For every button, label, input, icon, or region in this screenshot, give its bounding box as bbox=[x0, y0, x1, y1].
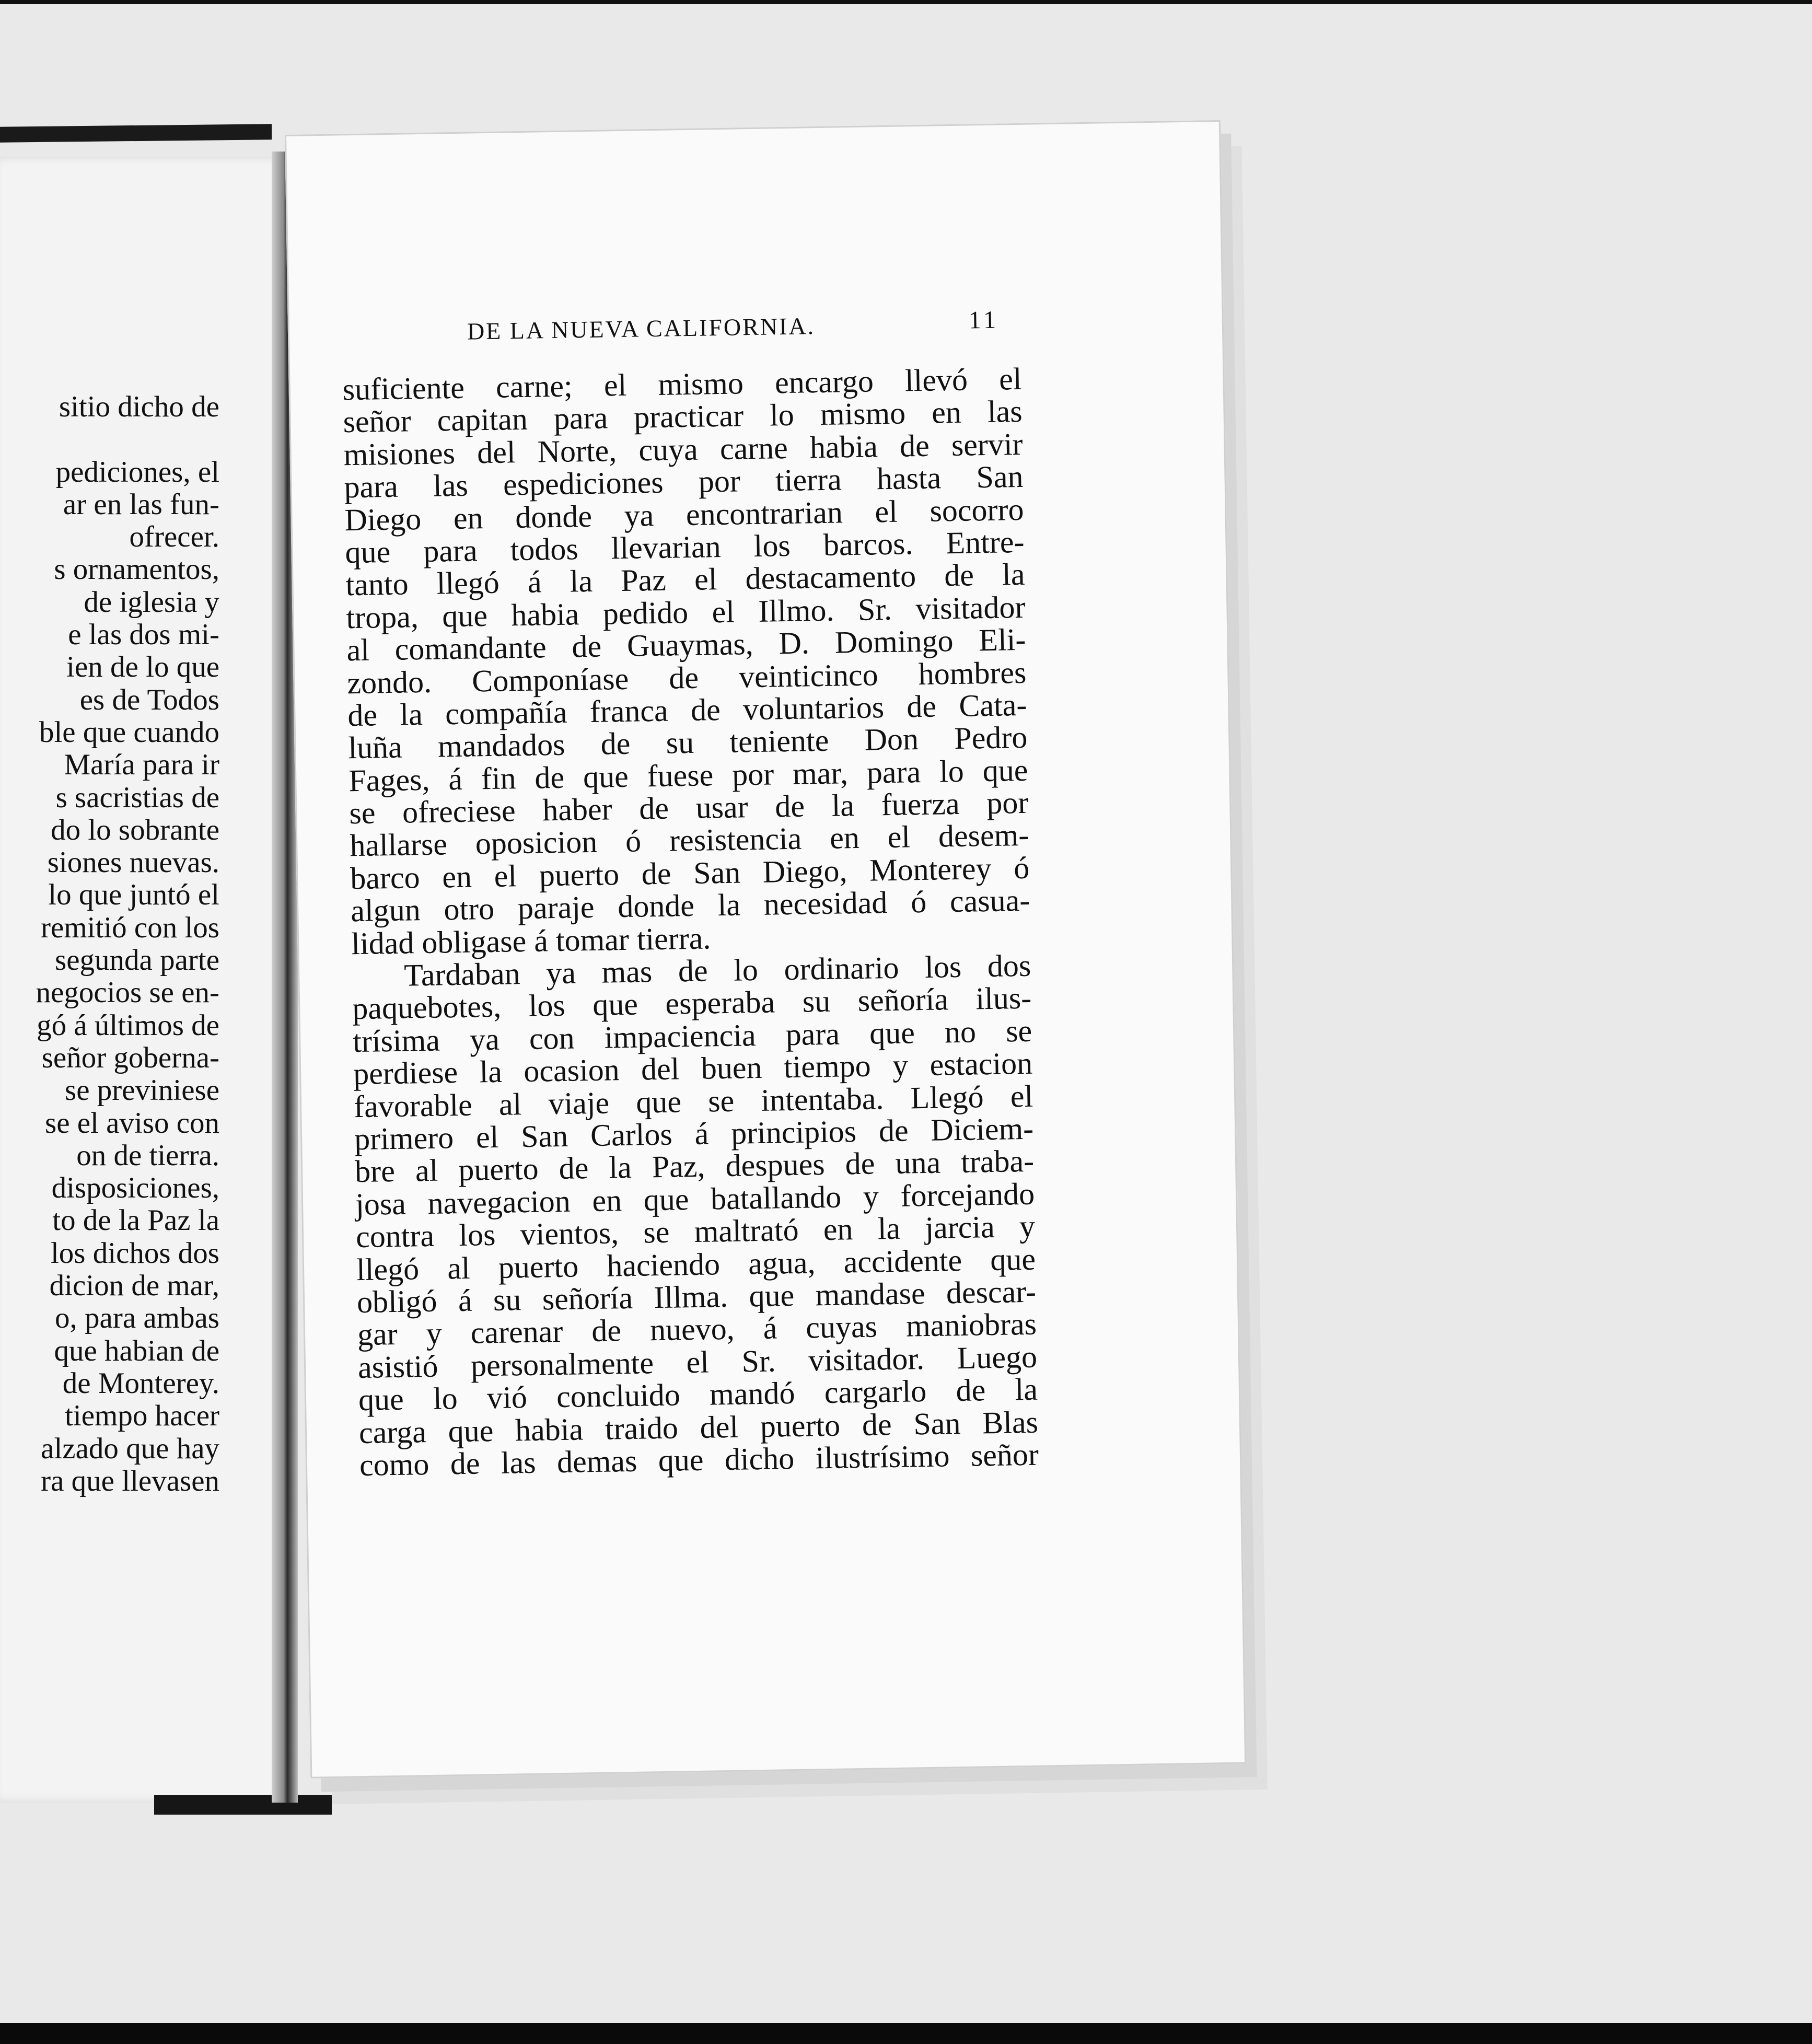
left-page-top-edge bbox=[0, 124, 272, 142]
scan-bottom-border bbox=[0, 2023, 1812, 2044]
text-line: Fages, á fin de que fuese por mar, para lo que bbox=[348, 752, 1028, 798]
left-text-line: remitió con los bbox=[41, 911, 219, 944]
text-line: tanto llegó á la Paz el destacamento de la bbox=[345, 557, 1025, 602]
text-line: gar y carenar de nuevo, á cuyas maniobras bbox=[357, 1307, 1037, 1352]
text-line: que para todos llevarian los barcos. Entre- bbox=[345, 524, 1025, 570]
text-line: asistió personalmente el Sr. visitador. Luego bbox=[357, 1339, 1038, 1385]
text-line: obligó á su señoría Illma. que mandase descar- bbox=[356, 1274, 1037, 1320]
text-line: misiones del Norte, cuya carne habia de servir bbox=[343, 426, 1023, 472]
left-text-line: pediciones, el bbox=[55, 455, 219, 489]
left-text-line: ar en las fun- bbox=[63, 487, 219, 521]
left-text-line: e las dos mi- bbox=[68, 618, 219, 652]
text-line: suficiente carne; el mismo encargo llevó el bbox=[342, 361, 1023, 407]
left-text-line: ofrecer. bbox=[129, 520, 219, 554]
left-text-line: disposiciones, bbox=[51, 1171, 219, 1205]
left-text-line: que habian de bbox=[54, 1334, 219, 1367]
text-line: hallarse oposicion ó resistencia en el desem- bbox=[349, 818, 1029, 863]
left-text-line: s sacristias de bbox=[55, 781, 219, 814]
left-text-line: se previniese bbox=[65, 1074, 219, 1107]
left-text-line: tiempo hacer bbox=[65, 1399, 219, 1433]
body-text bbox=[342, 363, 1039, 1481]
left-text-line: to de la Paz la bbox=[52, 1204, 219, 1237]
left-text-line: se el aviso con bbox=[45, 1106, 219, 1140]
text-line: se ofreciese haber de usar de la fuerza por bbox=[349, 785, 1029, 831]
running-head: DE LA NUEVA CALIFORNIA. bbox=[467, 312, 816, 345]
left-text-line: María para ir bbox=[64, 748, 219, 782]
text-line: Diego en donde ya encontrarian el socorro bbox=[344, 492, 1024, 537]
left-text-line bbox=[0, 423, 219, 456]
text-line: como de las demas que dicho ilustrísimo señor bbox=[359, 1437, 1039, 1482]
text-line: llegó al puerto haciendo agua, accidente que bbox=[356, 1241, 1036, 1287]
left-text-line: ra que llevasen bbox=[41, 1464, 219, 1497]
text-line: bre al puerto de la Paz, despues de una traba- bbox=[354, 1144, 1035, 1189]
text-line: señor capitan para practicar lo mismo en las bbox=[343, 394, 1023, 439]
right-page bbox=[285, 120, 1246, 1779]
text-line: de la compañía franca de voluntarios de Cata- bbox=[347, 687, 1027, 733]
left-text-line: gó á últimos de bbox=[37, 1008, 219, 1042]
text-line: josa navegacion en que batallando y forcejando bbox=[355, 1176, 1035, 1222]
text-line: para las espediciones por tierra hasta San bbox=[344, 459, 1024, 505]
text-line: perdiese la ocasion del buen tiempo y estacion bbox=[353, 1046, 1033, 1091]
text-line: paquebotes, los que esperaba su señoría ilus- bbox=[352, 981, 1032, 1026]
left-text-line: segunda parte bbox=[55, 944, 219, 977]
text-line: zondo. Componíase de veinticinco hombres bbox=[346, 655, 1027, 700]
text-line: contra los vientos, se maltrató en la jarcia y bbox=[355, 1209, 1036, 1255]
text-line: carga que habia traido del puerto de San Blas bbox=[358, 1404, 1039, 1450]
left-text-line: lo que juntó el bbox=[48, 878, 219, 912]
text-line: lidad obligase á tomar tierra. bbox=[351, 921, 711, 961]
left-text-line: alzado que hay bbox=[41, 1432, 219, 1465]
left-text-line: siones nuevas. bbox=[47, 846, 219, 879]
left-text-line: do lo sobrante bbox=[51, 813, 219, 846]
left-text-line: de Monterey. bbox=[62, 1366, 219, 1400]
text-line: luña mandados de su teniente Don Pedro bbox=[347, 720, 1028, 765]
left-text-line: los dichos dos bbox=[50, 1236, 219, 1270]
left-text-line: negocios se en- bbox=[36, 976, 219, 1009]
text-line: que lo vió concluido mandó cargarlo de la bbox=[358, 1372, 1038, 1418]
left-page-bottom-edge bbox=[154, 1795, 332, 1815]
text-line: favorable al viaje que se intentaba. Llegó el bbox=[353, 1078, 1033, 1124]
left-page-text bbox=[0, 391, 219, 1497]
text-line: al comandante de Guaymas, D. Domingo Eli- bbox=[346, 622, 1026, 668]
text-line: tropa, que habia pedido el Illmo. Sr. visitador bbox=[346, 589, 1026, 635]
left-text-line: es de Todos bbox=[79, 683, 219, 716]
left-text-line: sitio dicho de bbox=[59, 391, 219, 423]
text-line: trísima ya con impaciencia para que no se bbox=[352, 1013, 1032, 1059]
left-text-line: on de tierra. bbox=[76, 1139, 219, 1172]
text-line: Tardaban ya mas de lo ordinario los dos bbox=[403, 948, 1031, 993]
text-line: primero el San Carlos á principios de Diciem- bbox=[354, 1111, 1034, 1157]
left-text-line: de iglesia y bbox=[84, 585, 219, 619]
left-text-line: ien de lo que bbox=[66, 651, 219, 684]
left-text-line: señor goberna- bbox=[41, 1041, 219, 1074]
text-line: algun otro paraje donde la necesidad ó casua- bbox=[350, 883, 1030, 928]
left-text-line: s ornamentos, bbox=[54, 553, 219, 586]
left-text-line: dicion de mar, bbox=[49, 1269, 219, 1303]
left-text-line: o, para ambas bbox=[55, 1302, 219, 1335]
scan-top-border bbox=[0, 0, 1812, 4]
text-line: barco en el puerto de San Diego, Monterey ó bbox=[350, 850, 1030, 896]
page-number: 11 bbox=[968, 306, 1000, 334]
left-text-line: ble que cuando bbox=[39, 715, 219, 749]
